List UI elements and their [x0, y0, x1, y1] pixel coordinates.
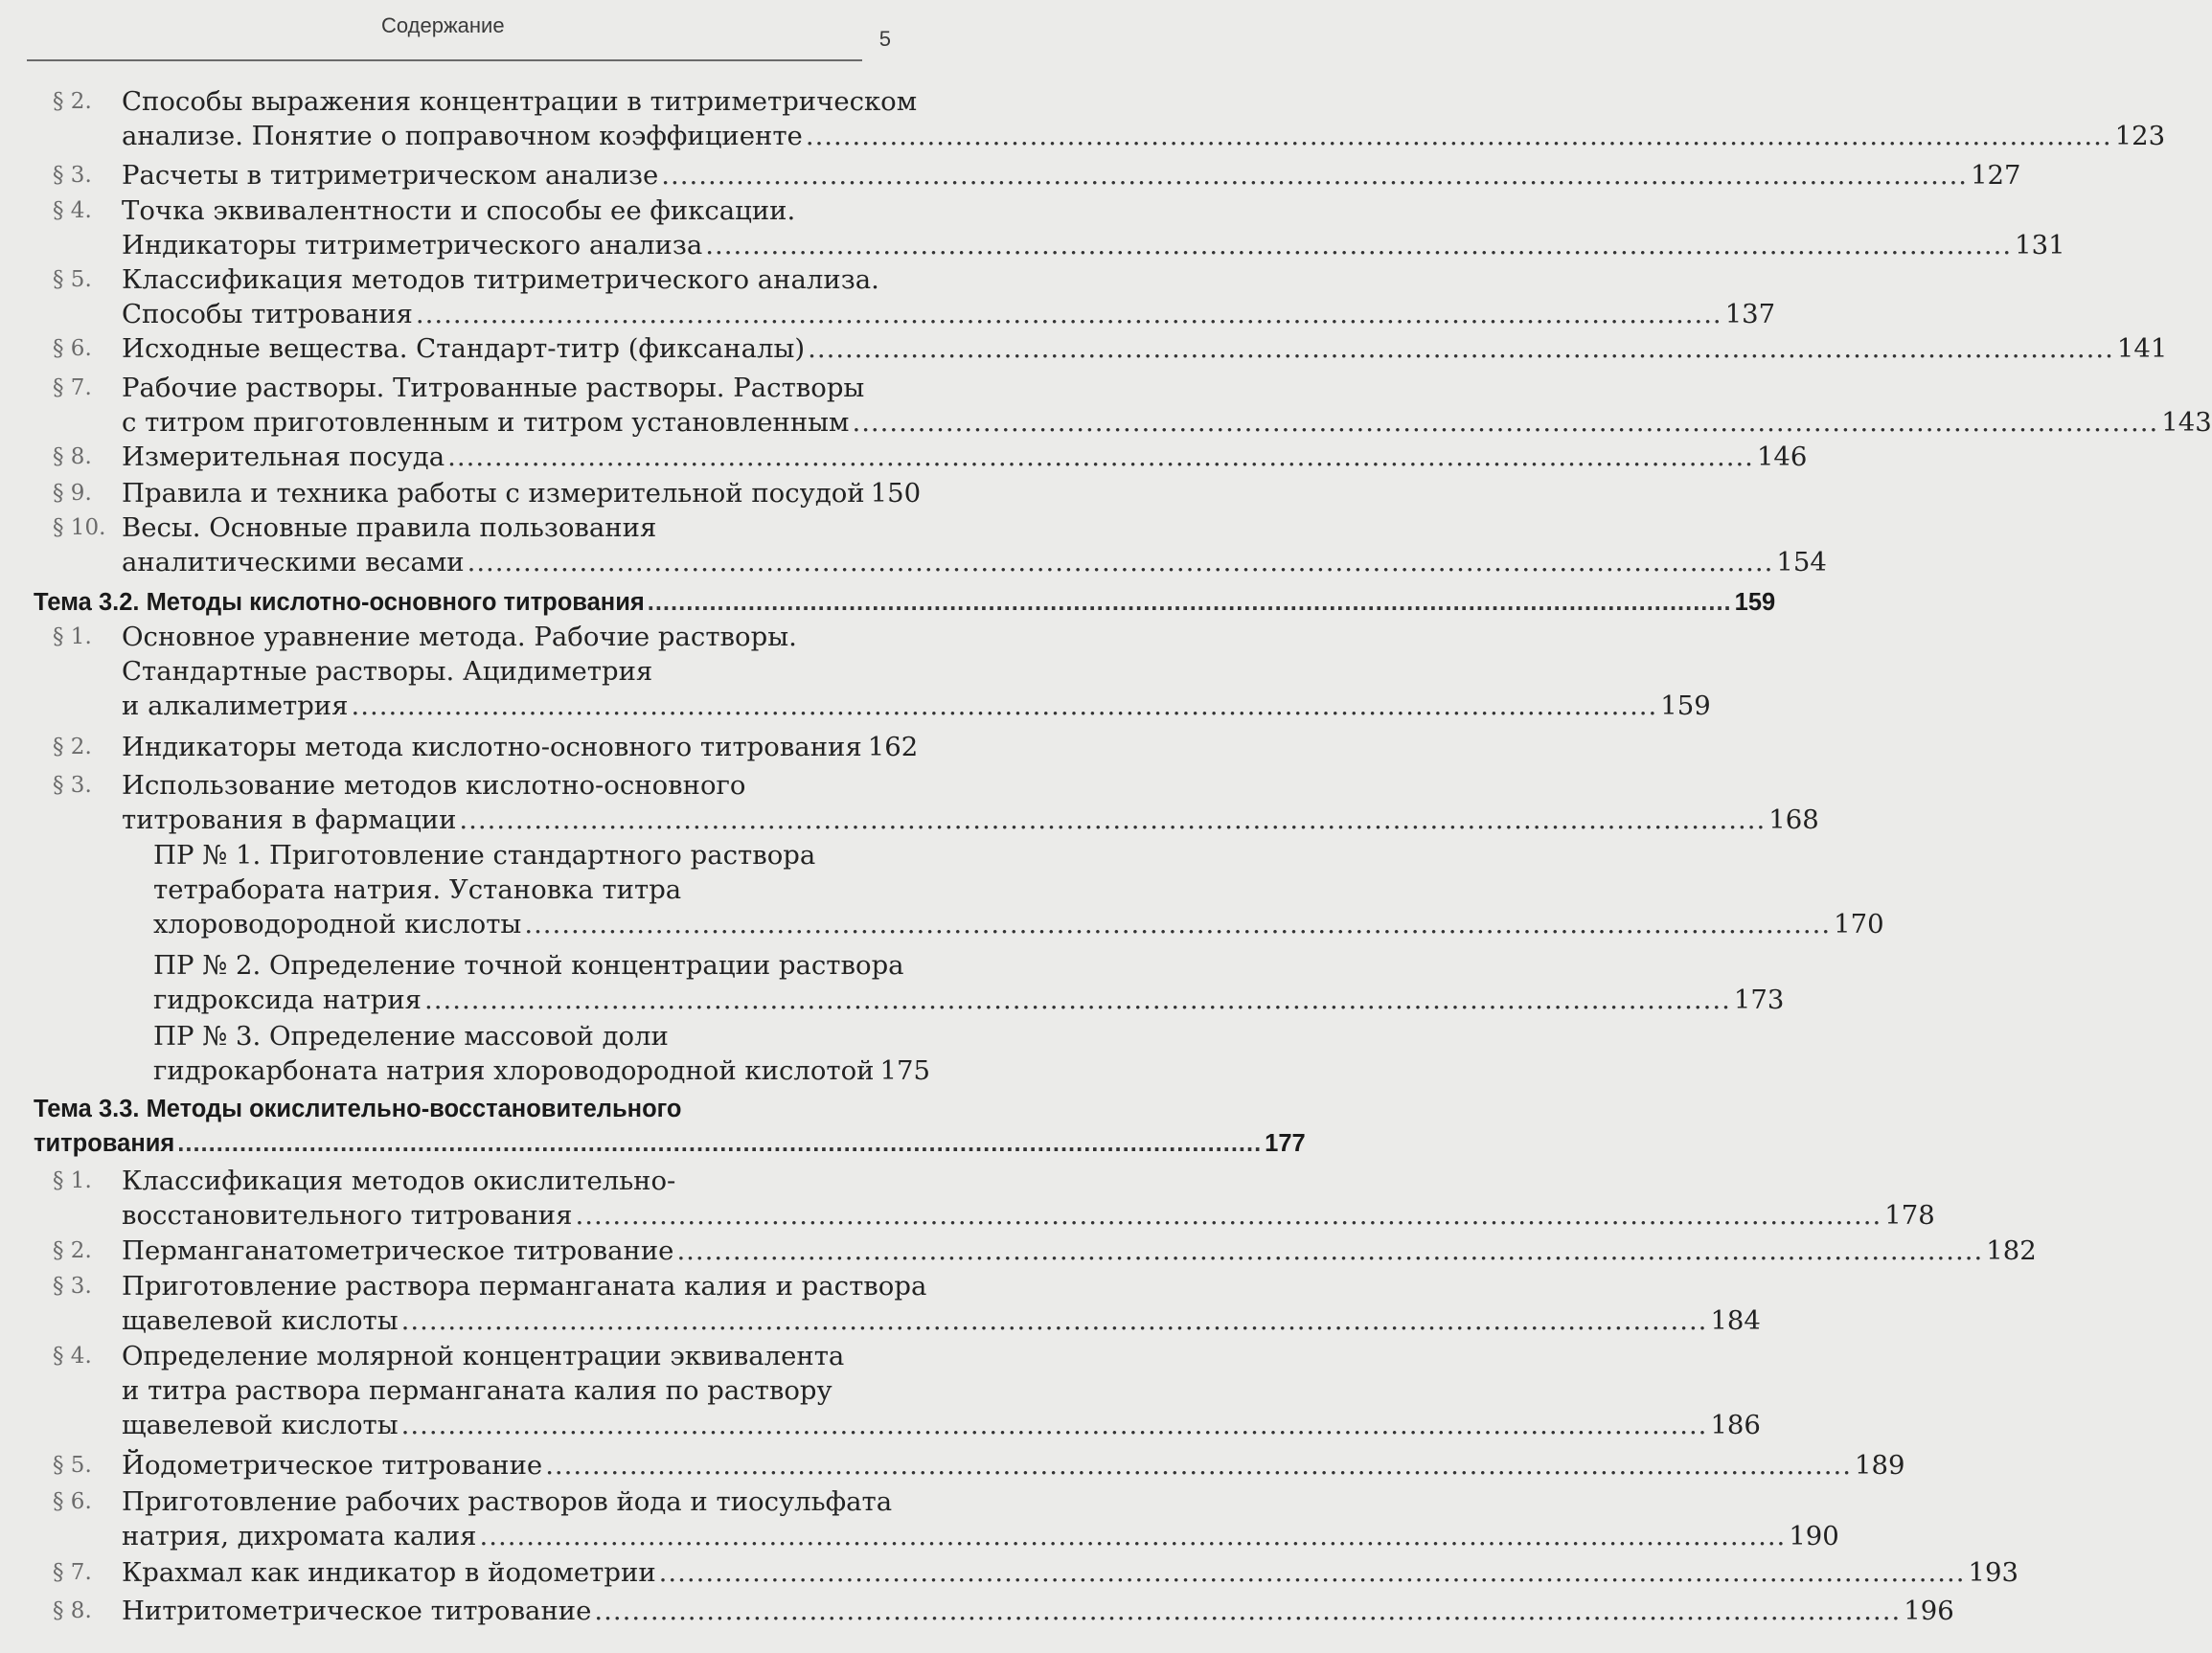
dot-leader: ............................................................................................................................................ [705, 230, 2013, 260]
dot-leader: ............................................................................................................................................ [524, 909, 1832, 940]
entry-title-line: Точка эквивалентности и способы ее фиксации. [122, 195, 796, 226]
entry-last-line [122, 1408, 1761, 1442]
toc-section [0, 193, 2065, 262]
toc-section [0, 1164, 1935, 1233]
toc-section [0, 1234, 2037, 1268]
entry-title-line: Измерительная посуда [122, 442, 445, 472]
entry-title-line: Способы выражения концентрации в титриметрическом [122, 86, 918, 117]
dot-leader: ............................................................................................................................................ [351, 691, 1658, 721]
page-ref: 137 [1724, 299, 1776, 329]
toc-lab-entry [0, 838, 1884, 941]
entry-last-line [34, 1126, 1306, 1161]
page-ref: 196 [1904, 1596, 1954, 1626]
dot-leader: ............................................................................................................................................ [575, 1200, 1882, 1231]
entry-title-line: тетрабората натрия. Установка титра [153, 874, 682, 905]
dot-leader: ............................................................................................................................................ [177, 1130, 1263, 1157]
dot-leader: ............................................................................................................................................ [808, 333, 2114, 364]
section-number: § 2. [53, 89, 92, 114]
dot-leader: ............................................................................................................................................ [852, 407, 2159, 438]
entry-title-line: Нитритометрическое титрование [122, 1596, 592, 1626]
section-number: § 2. [53, 1238, 92, 1263]
toc-lab-entry [0, 1019, 958, 1088]
page-number: 5 [878, 27, 891, 51]
entry-last-line [122, 119, 2166, 153]
running-head [27, 0, 891, 73]
dot-leader: ............................................................................................................................................ [479, 1521, 1787, 1551]
entry-last-line [122, 228, 2065, 262]
page-ref: 178 [1884, 1200, 1935, 1231]
entry-title-line: Весы. Основные правила пользования [122, 512, 657, 543]
entry-last-line [122, 405, 2212, 440]
entry-last-line [122, 1198, 1935, 1233]
dot-leader: ............................................................................................................................................ [647, 589, 1732, 616]
page-ref: 146 [1756, 442, 1808, 472]
toc-lab-entry [0, 948, 1785, 1017]
toc-section [0, 158, 2021, 192]
entry-title-line: Рабочие растворы. Титрованные растворы. Растворы [122, 373, 865, 403]
entry-title-line: Исходные вещества. Стандарт-титр (фиксаналы) [122, 333, 806, 364]
page-ref: 184 [1710, 1305, 1761, 1336]
entry-title-line: аналитическими весами [122, 547, 465, 577]
entry-title-line: Способы титрования [122, 299, 413, 329]
entry-title-line: щавелевой кислоты [122, 1410, 399, 1440]
page-ref: 159 [1660, 691, 1711, 721]
entry-title-line: Приготовление рабочих растворов йода и тиосульфата [122, 1486, 893, 1517]
entry-title-line: Приготовление раствора перманганата калия и раствора [122, 1271, 927, 1302]
entry-title-line: ПР № 3. Определение массовой доли [153, 1021, 669, 1052]
entry-last-line [153, 1053, 930, 1088]
section-number: § 3. [53, 163, 92, 188]
section-number: § 1. [53, 1168, 92, 1193]
entry-title-line: Индикаторы метода кислотно-основного титрования [122, 732, 862, 762]
entry-last-line [153, 907, 1884, 941]
entry-last-line [122, 297, 1776, 331]
section-number: § 8. [53, 1598, 92, 1623]
section-number: § 1. [53, 624, 92, 649]
entry-last-line [122, 803, 1819, 837]
toc-section [0, 1269, 1761, 1338]
entry-title-line: Йодометрическое титрование [122, 1450, 543, 1481]
entry-last-line [122, 1519, 1839, 1553]
toc-section [0, 440, 1808, 474]
toc-section [0, 1555, 2018, 1590]
entry-title-line: гидроксида натрия [153, 985, 422, 1015]
entry-last-line [122, 158, 2021, 192]
toc-section [0, 1484, 1839, 1553]
section-number: § 7. [53, 1560, 92, 1585]
toc-section [0, 1339, 1761, 1442]
entry-title-line: титрования [34, 1130, 175, 1157]
dot-leader: ............................................................................................................................................ [661, 160, 1969, 191]
entry-last-line [122, 331, 2168, 366]
toc-section [0, 262, 1776, 331]
dot-leader: ............................................................................................................................................ [658, 1557, 1966, 1588]
section-number: § 4. [53, 1344, 92, 1369]
page-ref: 193 [1968, 1557, 2018, 1588]
dot-leader: ............................................................................................................................................ [545, 1450, 1852, 1481]
page-ref: 123 [2114, 121, 2166, 151]
page-ref: 162 [867, 732, 919, 762]
toc-section [0, 476, 958, 510]
page-ref: 170 [1834, 909, 1884, 940]
section-number: § 4. [53, 198, 92, 223]
toc-section [0, 1594, 1954, 1628]
entry-last-line [122, 730, 919, 764]
dot-leader: ............................................................................................................................................ [676, 1235, 1984, 1266]
entry-last-line [122, 1555, 2018, 1590]
dot-leader: ............................................................................................................................................ [400, 1410, 1708, 1440]
section-number: § 6. [53, 336, 92, 361]
section-number: § 6. [53, 1489, 92, 1514]
toc-section [0, 371, 2212, 440]
section-number: § 5. [53, 267, 92, 292]
entry-last-line [153, 983, 1785, 1017]
entry-title-line: Индикаторы титриметрического анализа [122, 230, 703, 260]
section-number: § 10. [53, 515, 106, 540]
entry-last-line [122, 1448, 1905, 1483]
entry-title-line: с титром приготовленным и титром установленным [122, 407, 850, 438]
toc-section [0, 510, 1827, 579]
entry-title-line: хлороводородной кислоты [153, 909, 522, 940]
toc-topic [0, 1092, 1306, 1161]
entry-title-line: анализе. Понятие о поправочном коэффициенте [122, 121, 803, 151]
toc-section [0, 84, 2166, 153]
running-head-title: Содержание [381, 13, 505, 37]
dot-leader: ............................................................................................................................................ [459, 804, 1767, 835]
entry-title-line: Тема 3.2. Методы кислотно-основного титрования [34, 589, 645, 616]
entry-title-line: Крахмал как индикатор в йодометрии [122, 1557, 656, 1588]
entry-last-line [122, 1234, 2037, 1268]
entry-title-line: натрия, дихромата калия [122, 1521, 477, 1551]
entry-title-line: и титра раствора перманганата калия по раствору [122, 1375, 832, 1406]
entry-last-line [34, 585, 1776, 620]
page-ref: 175 [879, 1055, 930, 1086]
toc-section [0, 1448, 1905, 1483]
dot-leader: ............................................................................................................................................ [424, 985, 1731, 1015]
page-ref: 159 [1734, 589, 1776, 616]
entry-title-line: и алкалиметрия [122, 691, 349, 721]
page-ref: 186 [1710, 1410, 1761, 1440]
page-ref: 154 [1776, 547, 1827, 577]
dot-leader: ............................................................................................................................................ [447, 442, 1754, 472]
entry-last-line [122, 545, 1827, 579]
entry-title-line: Перманганатометрическое титрование [122, 1235, 674, 1266]
dot-leader: ............................................................................................................................................ [467, 547, 1774, 577]
entry-last-line [122, 440, 1808, 474]
section-number: § 8. [53, 444, 92, 469]
entry-title-line: Основное уравнение метода. Рабочие растворы. [122, 622, 797, 652]
toc-section [0, 331, 2168, 366]
entry-last-line [122, 1303, 1761, 1338]
section-number: § 9. [53, 481, 92, 506]
entry-title-line: Расчеты в титриметрическом анализе [122, 160, 659, 191]
toc-section [0, 730, 958, 764]
entry-last-line [122, 689, 1711, 723]
dot-leader: ............................................................................................................................................ [415, 299, 1722, 329]
entry-title-line: ПР № 1. Приготовление стандартного раствора [153, 840, 816, 871]
page-ref: 127 [1971, 160, 2021, 191]
page-ref: 131 [2015, 230, 2065, 260]
section-number: § 5. [53, 1453, 92, 1478]
entry-title-line: Классификация методов титриметрического анализа. [122, 264, 879, 295]
entry-title-line: ПР № 2. Определение точной концентрации раствора [153, 950, 904, 981]
entry-title-line: Классификация методов окислительно- [122, 1166, 676, 1196]
entry-title-line: Использование методов кислотно-основного [122, 770, 746, 801]
dot-leader: ............................................................................................................................................ [594, 1596, 1902, 1626]
section-number: § 7. [53, 375, 92, 400]
page-ref: 189 [1855, 1450, 1905, 1481]
section-number: § 3. [53, 773, 92, 798]
page-ref: 177 [1265, 1130, 1306, 1157]
entry-title-line: Тема 3.3. Методы окислительно-восстановительного [34, 1096, 682, 1122]
page-ref: 168 [1768, 804, 1819, 835]
page-ref: 141 [2116, 333, 2168, 364]
page-ref: 173 [1733, 985, 1785, 1015]
dot-leader: ............................................................................................................................................ [400, 1305, 1708, 1336]
dot-leader: ............................................................................................................................................ [805, 121, 2112, 151]
entry-last-line [122, 1594, 1954, 1628]
header-rule [27, 59, 862, 61]
section-number: § 3. [53, 1274, 92, 1299]
entry-title-line: восстановительного титрования [122, 1200, 573, 1231]
section-number: § 2. [53, 735, 92, 759]
toc-section [0, 620, 1711, 723]
toc-topic [0, 585, 1776, 620]
entry-last-line [122, 476, 922, 510]
page-ref: 143 [2161, 407, 2212, 438]
toc-section [0, 768, 1819, 837]
entry-title-line: Стандартные растворы. Ацидиметрия [122, 656, 653, 687]
entry-title-line: щавелевой кислоты [122, 1305, 399, 1336]
entry-title-line: гидрокарбоната натрия хлороводородной кислотой [153, 1055, 875, 1086]
page-ref: 182 [1986, 1235, 2037, 1266]
entry-title-line: Правила и техника работы с измерительной посудой [122, 478, 865, 509]
page-ref: 190 [1789, 1521, 1839, 1551]
entry-title-line: Определение молярной концентрации эквивалента [122, 1341, 845, 1371]
entry-title-line: титрования в фармации [122, 804, 457, 835]
page-ref: 150 [870, 478, 922, 509]
